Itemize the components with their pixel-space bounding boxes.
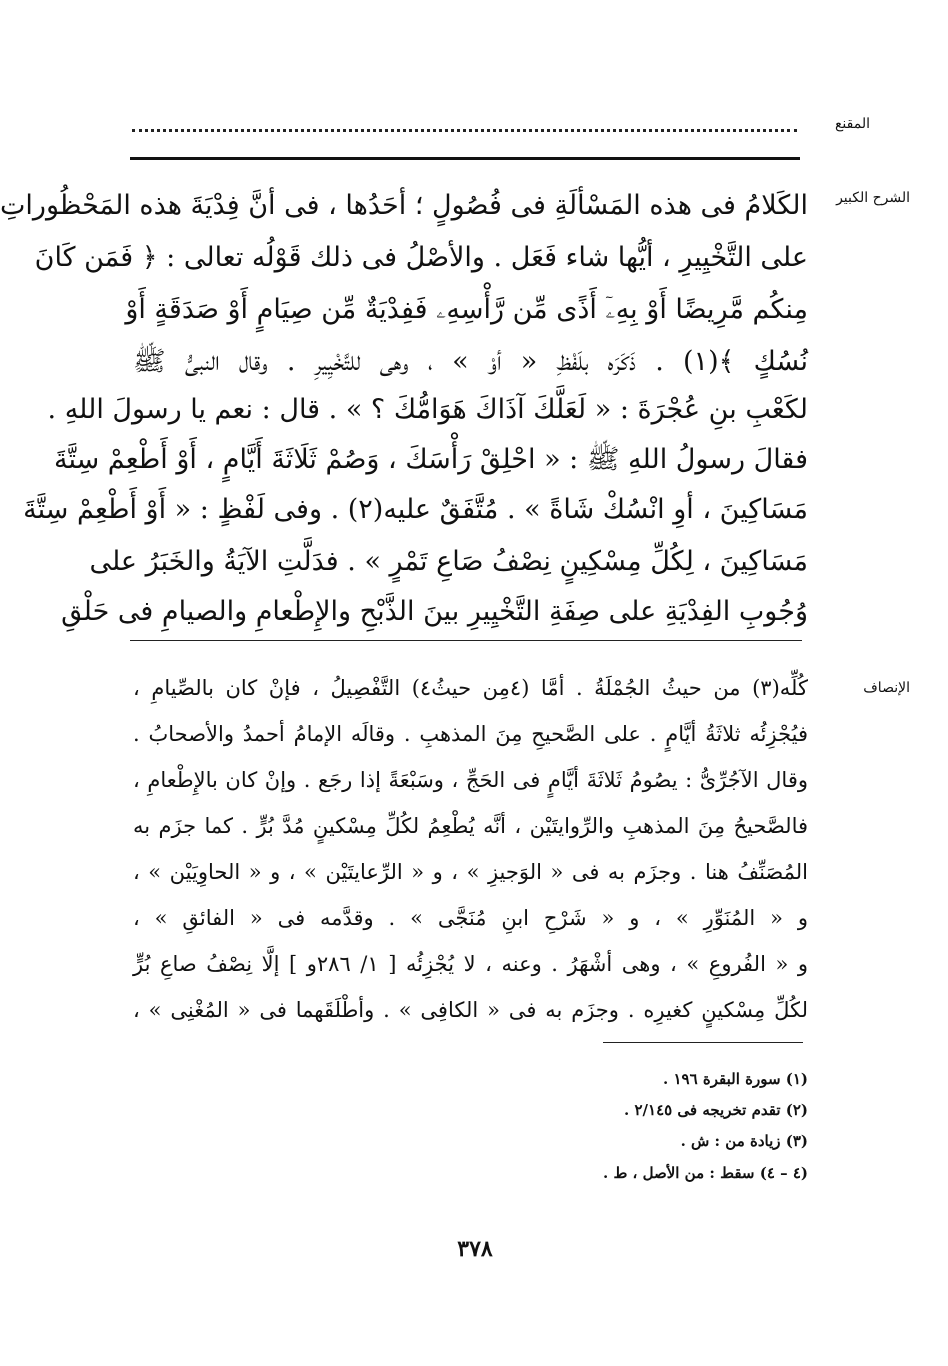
insaf-line: وقال الآجُرِّىُّ : يصُومُ ثَلاثَةَ أيَّامٍ فى الحَجِّ ، وسَبْعَةً إذا رجَع . وإنْ كان بالإِطْعامِ ، bbox=[133, 768, 808, 792]
section-divider bbox=[130, 640, 802, 641]
footnote: (٤ – ٤) سقط : من الأصل ، ط . bbox=[603, 1164, 808, 1182]
footnote: (٣) زيادة من : ش . bbox=[680, 1132, 808, 1150]
footnote: (٢) تقدم تخريجه فى ٢/١٤٥ . bbox=[624, 1101, 808, 1119]
footnote: (١) سورة البقرة ١٩٦ . bbox=[663, 1070, 808, 1088]
page-number: ٣٧٨ bbox=[457, 1236, 493, 1262]
section-label-sharh: الشرح الكبير bbox=[836, 190, 910, 206]
footnote-rule bbox=[603, 1042, 803, 1043]
sharh-line: وُجُوبِ الفِدْيَةِ على صِفَةِ التَّخْيِيرِ بينَ الذَّبْحِ والإِطْعامِ والصيامِ فى حَلْقِ bbox=[61, 596, 808, 627]
insaf-line: و « الفُروعِ » ، وهى أشْهَرُ . وعنه ، لا يُجْزِئُه [ ١/ ٢٨٦و ] إلَّا نِصْفُ صاعِ بُرٍّ bbox=[133, 952, 808, 976]
insaf-line: كُلِّه(٣) من حيثُ الجُمْلَةُ . أمَّا (٤مِن حيثُ٤) التَّفْصِيلُ ، فإنْ كان بالصِّيامِ ، bbox=[133, 676, 808, 700]
header-rule bbox=[130, 157, 800, 160]
insaf-line: فالصَّحيحُ مِنَ المذهبِ والرِّوايتَيْن ، أنَّه يُطْعِمُ لكُلِّ مِسْكينٍ مُدَّ بُرٍّ . كما جزَم به bbox=[133, 814, 809, 838]
insaf-line: و « المُنَوِّرِ » ، و « شَرْحِ ابنِ مُنَجَّى » . وقدَّمه فى « الفائقِ » ، bbox=[133, 906, 808, 930]
insaf-line: لكُلِّ مِسْكينٍ كغيرِه . وجزَم به فى « الكافِى » . وأطْلَقَهما فى « المُغْنِى » ، bbox=[133, 998, 808, 1022]
sharh-line: مَسَاكِينَ ، لِكُلِّ مِسْكِينٍ نِصْفُ صَاعِ تَمْرٍ » . فدَلَّتِ الآيَةُ والخَبَرُ على bbox=[89, 546, 808, 577]
sharh-line: لكَعْبِ بنِ عُجْرَةَ : « لَعَلَّكَ آذَاكَ هَوَامُّكَ ؟ » . قال : نعم يا رسولَ اللهِ . bbox=[47, 394, 808, 425]
sharh-line: الكَلامُ فى هذه المَسْألَةِ فى فُصُولٍ ؛ أحَدُها ، فى أنَّ فِدْيَةَ هذه المَحْظُوراتِ bbox=[0, 190, 808, 221]
section-label-insaf: الإنصاف bbox=[863, 680, 910, 696]
sharh-line: فقالَ رسولُ اللهِ ﷺ : « احْلِقْ رَأْسَكَ ، وَصُمْ ثَلَاثَةَ أَيَّامٍ ، أَوْ أَطْعِمْ سِتَّةَ bbox=[53, 444, 808, 475]
sharh-line: مِنكُم مَّرِيضًا أَوْ بِهِۦٓ أَذًى مِّن رَّأْسِهِۦ فَفِدْيَةٌ مِّن صِيَامٍ أَوْ صَدَقَةٍ أَوْ bbox=[125, 294, 808, 325]
insaf-line: فيُجْزِئُه ثلاثَةُ أيَّامٍ . على الصَّحيحِ مِنَ المذهبِ . وقالَه الإمامُ أحمدُ والأصحابُ . bbox=[133, 722, 808, 746]
sharh-line: نُسُكٍ ﴾(١) . ذَكَرَه بلَفْظِ « أوْ » ، وهى للتَّخْيِيرِ . وقال النبىُّ ﷺ bbox=[133, 346, 808, 377]
insaf-line: المُصَنِّفُ هنا . وجزَم به فى « الوَجيزِ » ، و « الرِّعايتَيْن » ، و « الحاوِيَيْن » ، bbox=[133, 860, 808, 884]
sharh-line: مَسَاكِينَ ، أوِ انْسُكْ شَاةً » . مُتَّفَقٌ عليه(٢) . وفى لَفْظٍ : « أَوْ أَطْعِمْ سِتَّةَ bbox=[23, 494, 808, 525]
running-head: المقنع bbox=[834, 116, 870, 132]
dotted-leader bbox=[132, 112, 797, 132]
sharh-line: على التَّخْيِيرِ ، أيُّها شاء فَعَل . والأصْلُ فى ذلك قَوْلُه تعالى : ﴿ فَمَن كَانَ bbox=[34, 242, 808, 273]
